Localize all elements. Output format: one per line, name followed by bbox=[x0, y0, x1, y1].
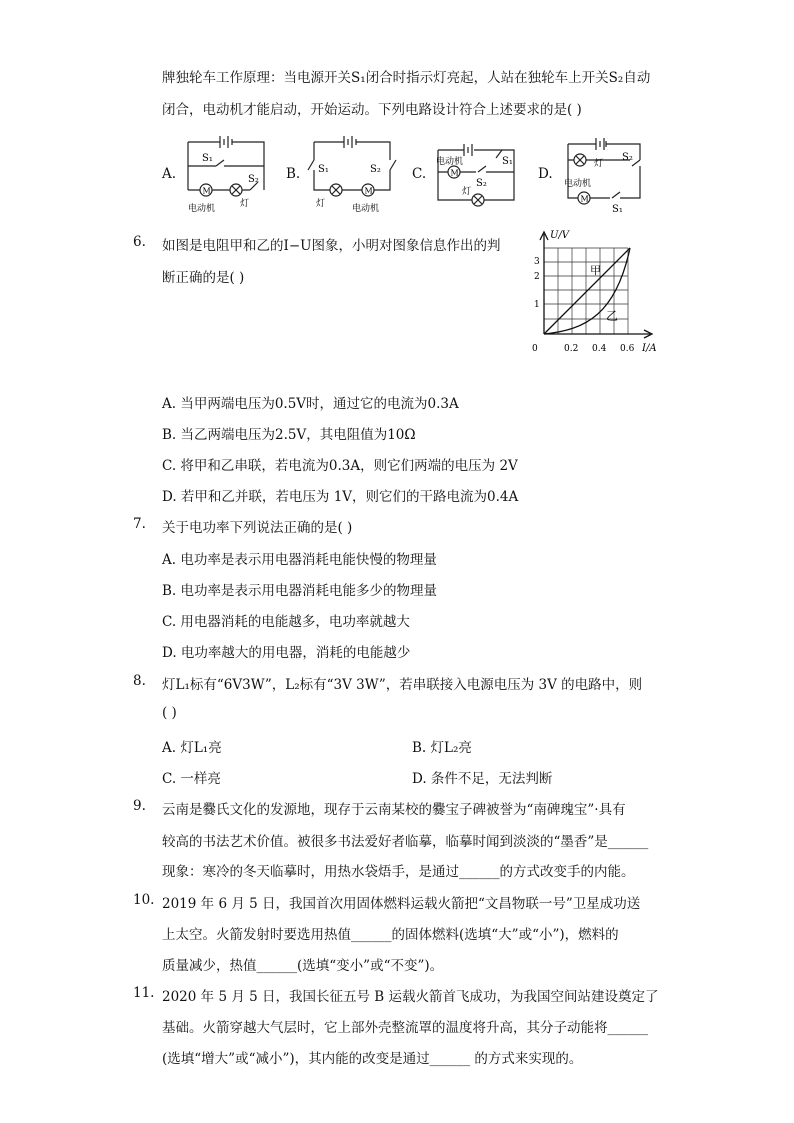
ytick-1: 1 bbox=[534, 300, 540, 310]
q6-stem-line1: 如图是电阻甲和乙的I−U图象，小明对图象信息作出的判 bbox=[162, 238, 501, 254]
circuit-d-motor-label: 电动机 bbox=[564, 179, 592, 189]
q6-choice-b: B. 当乙两端电压为2.5V，其电阻值为10Ω bbox=[162, 427, 416, 443]
q8-choice-d: D. 条件不足，无法判断 bbox=[412, 771, 553, 787]
q8-number: 8. bbox=[133, 673, 146, 689]
q5-option-a-label: A. bbox=[162, 166, 177, 182]
ytick-3: 3 bbox=[534, 257, 540, 267]
circuit-b-motor-symbol: M bbox=[364, 186, 373, 196]
q10-line2: 上太空。火箭发射时要选用热值______的固体燃料(选填“大”或“小”)，燃料的 bbox=[162, 927, 619, 943]
circuit-diagram-c bbox=[434, 136, 524, 214]
circuit-c-motor-label: 电动机 bbox=[436, 157, 464, 167]
circuit-diagram-b bbox=[306, 130, 402, 216]
q7-choice-c: C. 用电器消耗的电能越多，电功率就越大 bbox=[162, 614, 410, 630]
graph-ylabel: U/V bbox=[550, 230, 570, 241]
circuit-d-motor-symbol: M bbox=[580, 194, 589, 204]
circuit-c-lamp-label: 灯 bbox=[462, 187, 472, 197]
q5-option-d-label: D. bbox=[538, 166, 553, 182]
q6-choice-d: D. 若甲和乙并联，若电压为 1V，则它们的干路电流为0.4A bbox=[162, 489, 519, 505]
q10-number: 10. bbox=[133, 892, 155, 908]
q8-stem-line2: ( ) bbox=[162, 705, 177, 721]
q6-stem-line2: 断正确的是( ) bbox=[162, 270, 245, 286]
q5-option-c-label: C. bbox=[412, 166, 427, 182]
q6-choice-a: A. 当甲两端电压为0.5V时，通过它的电流为0.3A bbox=[162, 396, 459, 412]
q11-line3: (选填“增大”或“减小”)，其内能的改变是通过______ 的方式来实现的。 bbox=[162, 1051, 583, 1067]
q8-choice-c: C. 一样亮 bbox=[162, 771, 221, 787]
xtick-0: 0 bbox=[532, 344, 538, 354]
xtick-0.2: 0.2 bbox=[564, 344, 579, 354]
circuit-c-motor-symbol: M bbox=[450, 168, 459, 178]
q11-number: 11. bbox=[133, 985, 155, 1001]
graph-xlabel: I/A bbox=[642, 343, 657, 354]
q5-stem-line1: 牌独轮车工作原理：当电源开关S₁闭合时指示灯亮起，人站在独轮车上开关S₂自动 bbox=[162, 70, 651, 86]
q6-number: 6. bbox=[133, 234, 146, 250]
q11-line2: 基础。火箭穿越大气层时，它上部外壳整流罩的温度将升高，其分子动能将______ bbox=[162, 1020, 648, 1036]
q11-line1: 2020 年 5 月 5 日，我国长征五号 B 运载火箭首飞成功，为我国空间站建设奠定了 bbox=[162, 989, 659, 1005]
circuit-a-motor-label: 电动机 bbox=[188, 204, 216, 214]
circuit-a-lamp-label: 灯 bbox=[240, 199, 250, 209]
circuit-b-s1: S₁ bbox=[318, 164, 329, 175]
series-yi-label: 乙 bbox=[606, 309, 619, 323]
q7-number: 7. bbox=[133, 516, 146, 532]
circuit-d-lamp-label: 灯 bbox=[594, 159, 604, 169]
circuit-c-s2: S₂ bbox=[476, 178, 487, 189]
circuit-b-s2: S₂ bbox=[370, 164, 381, 175]
circuit-c-s1: S₁ bbox=[502, 156, 513, 167]
ytick-2: 2 bbox=[534, 272, 540, 282]
circuit-d-s1: S₁ bbox=[612, 204, 623, 215]
q5-stem-line2: 闭合，电动机才能启动，开始运动。下列电路设计符合上述要求的是( ) bbox=[162, 102, 582, 118]
q8-choice-b: B. 灯L₂亮 bbox=[412, 740, 472, 756]
q7-choice-d: D. 电功率越大的用电器，消耗的电能越少 bbox=[162, 645, 411, 661]
q8-choice-a: A. 灯L₁亮 bbox=[162, 740, 222, 756]
q5-option-b-label: B. bbox=[286, 166, 301, 182]
q7-choice-b: B. 电功率是表示用电器消耗电能多少的物理量 bbox=[162, 583, 438, 599]
q8-stem-line1: 灯L₁标有“6V3W”，L₂标有“3V 3W”，若串联接入电源电压为 3V 的电路中，则 bbox=[162, 677, 643, 693]
xtick-0.6: 0.6 bbox=[620, 344, 635, 354]
q10-line1: 2019 年 6 月 5 日，我国首次用固体燃料运载火箭把“文昌物联一号”卫星成功送 bbox=[162, 896, 641, 912]
circuit-a-s2: S₂ bbox=[248, 174, 259, 185]
circuit-b-lamp-label: 灯 bbox=[316, 199, 326, 209]
q9-number: 9. bbox=[133, 798, 146, 814]
iu-graph bbox=[526, 224, 666, 358]
series-jia-label: 甲 bbox=[590, 264, 601, 277]
circuit-diagram-d bbox=[560, 136, 650, 216]
q9-line3: 现象：寒冷的冬天临摹时，用热水袋焐手，是通过______的方式改变手的内能。 bbox=[162, 864, 635, 880]
q10-line3: 质量减少，热值______(选填“变小”或“不变”)。 bbox=[162, 958, 444, 974]
q7-stem: 关于电功率下列说法正确的是( ) bbox=[162, 520, 353, 536]
q6-choice-c: C. 将甲和乙串联，若电流为0.3A，则它们两端的电压为 2V bbox=[162, 458, 518, 474]
circuit-b-motor-label: 电动机 bbox=[352, 204, 380, 214]
circuit-a-motor-symbol: M bbox=[202, 186, 211, 196]
circuit-d-s2: S₂ bbox=[622, 152, 633, 163]
circuit-diagram-a bbox=[180, 130, 276, 216]
q9-line2: 较高的书法艺术价值。被很多书法爱好者临摹，临摹时闻到淡淡的“墨香”是______ bbox=[162, 834, 649, 850]
circuit-a-s1: S₁ bbox=[202, 153, 213, 164]
xtick-0.4: 0.4 bbox=[592, 344, 607, 354]
q7-choice-a: A. 电功率是表示用电器消耗电能快慢的物理量 bbox=[162, 552, 437, 568]
q9-line1: 云南是爨氏文化的发源地，现存于云南某校的爨宝子碑被誉为“南碑瑰宝”·具有 bbox=[162, 802, 626, 818]
